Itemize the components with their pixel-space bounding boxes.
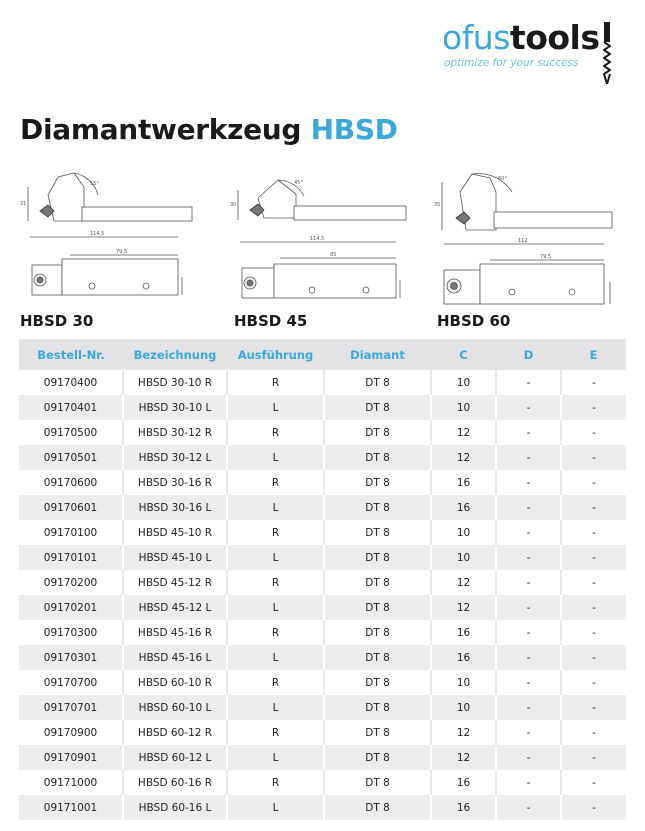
table-row: [19, 770, 626, 795]
cell-bezeichnung: HBSD 60-12 L: [123, 745, 227, 770]
table-row: [19, 695, 626, 720]
cell-e: -: [561, 545, 626, 570]
cell-bezeichnung: HBSD 60-10 R: [123, 670, 227, 695]
table-row: [19, 595, 626, 620]
cell-c: 10: [431, 370, 496, 395]
cell-d: -: [496, 495, 561, 520]
cell-bestell-nr: 09170600: [19, 470, 123, 495]
cell-bestell-nr: 09170200: [19, 570, 123, 595]
cell-ausfuehrung: R: [227, 720, 324, 745]
cell-diamant: DT 8: [324, 445, 431, 470]
cell-bestell-nr: 09170900: [19, 720, 123, 745]
cell-bestell-nr: 09171000: [19, 770, 123, 795]
table-row: [19, 745, 626, 770]
cell-e: -: [561, 645, 626, 670]
col-header-ausfuehrung: Ausführung: [227, 339, 324, 370]
col-header-bestell-nr: Bestell-Nr.: [19, 339, 123, 370]
svg-text:79,5: 79,5: [540, 254, 552, 260]
cell-e: -: [561, 420, 626, 445]
svg-text:60°: 60°: [498, 176, 507, 182]
tool-drawing-hbsd45: [228, 170, 413, 305]
cell-bezeichnung: HBSD 45-12 L: [123, 595, 227, 620]
table-row: [19, 570, 626, 595]
table-row: [19, 420, 626, 445]
cell-bezeichnung: HBSD 45-16 R: [123, 620, 227, 645]
svg-text:35: 35: [434, 202, 441, 208]
cell-c: 12: [431, 745, 496, 770]
svg-text:85: 85: [330, 252, 337, 258]
cell-d: -: [496, 720, 561, 745]
cell-diamant: DT 8: [324, 720, 431, 745]
cell-diamant: DT 8: [324, 395, 431, 420]
cell-d: -: [496, 620, 561, 645]
cell-e: -: [561, 695, 626, 720]
svg-text:112: 112: [518, 238, 528, 244]
cell-ausfuehrung: L: [227, 545, 324, 570]
cell-c: 16: [431, 795, 496, 820]
cell-ausfuehrung: L: [227, 795, 324, 820]
page-title: Diamantwerkzeug HBSD: [20, 113, 398, 146]
cell-ausfuehrung: R: [227, 470, 324, 495]
cell-diamant: DT 8: [324, 695, 431, 720]
cell-c: 12: [431, 420, 496, 445]
cell-c: 16: [431, 470, 496, 495]
cell-c: 16: [431, 645, 496, 670]
cell-d: -: [496, 370, 561, 395]
cell-diamant: DT 8: [324, 545, 431, 570]
cell-e: -: [561, 770, 626, 795]
cell-bestell-nr: 09170100: [19, 520, 123, 545]
cell-ausfuehrung: L: [227, 645, 324, 670]
table-row: [19, 670, 626, 695]
cell-c: 12: [431, 570, 496, 595]
cell-bestell-nr: 09170601: [19, 495, 123, 520]
table-row: [19, 545, 626, 570]
cell-ausfuehrung: R: [227, 570, 324, 595]
cell-c: 12: [431, 445, 496, 470]
cell-bestell-nr: 09170400: [19, 370, 123, 395]
col-header-diamant: Diamant: [324, 339, 431, 370]
cell-ausfuehrung: L: [227, 745, 324, 770]
cell-bezeichnung: HBSD 30-12 R: [123, 420, 227, 445]
cell-e: -: [561, 620, 626, 645]
table-row: [19, 495, 626, 520]
table-row: [19, 620, 626, 645]
cell-d: -: [496, 670, 561, 695]
cell-c: 10: [431, 695, 496, 720]
cell-c: 10: [431, 670, 496, 695]
cell-bestell-nr: 09170201: [19, 595, 123, 620]
cell-ausfuehrung: L: [227, 595, 324, 620]
cell-ausfuehrung: R: [227, 420, 324, 445]
cell-c: 10: [431, 520, 496, 545]
cell-bestell-nr: 09170700: [19, 670, 123, 695]
cell-ausfuehrung: R: [227, 620, 324, 645]
cell-d: -: [496, 420, 561, 445]
tool-drawing-hbsd60: [432, 152, 627, 307]
cell-bezeichnung: HBSD 30-10 R: [123, 370, 227, 395]
cell-e: -: [561, 495, 626, 520]
cell-d: -: [496, 570, 561, 595]
cell-diamant: DT 8: [324, 670, 431, 695]
cell-c: 16: [431, 770, 496, 795]
cell-bezeichnung: HBSD 45-10 R: [123, 520, 227, 545]
tool-label-hbsd45: HBSD 45: [234, 312, 308, 330]
side-view: [230, 180, 406, 220]
cell-bestell-nr: 09170301: [19, 645, 123, 670]
cell-d: -: [496, 470, 561, 495]
col-header-d: D: [496, 339, 561, 370]
cell-bestell-nr: 09170701: [19, 695, 123, 720]
svg-text:30: 30: [230, 202, 237, 208]
side-view: [434, 174, 612, 230]
cell-bestell-nr: 09170500: [19, 420, 123, 445]
cell-bestell-nr: 09170401: [19, 395, 123, 420]
table-row: [19, 720, 626, 745]
cell-bezeichnung: HBSD 60-12 R: [123, 720, 227, 745]
cell-d: -: [496, 770, 561, 795]
cell-bestell-nr: 09170300: [19, 620, 123, 645]
svg-text:114,5: 114,5: [310, 236, 325, 242]
cell-ausfuehrung: R: [227, 770, 324, 795]
cell-ausfuehrung: R: [227, 370, 324, 395]
cell-bestell-nr: 09170101: [19, 545, 123, 570]
cell-e: -: [561, 470, 626, 495]
cell-c: 10: [431, 545, 496, 570]
cell-bezeichnung: HBSD 60-16 L: [123, 795, 227, 820]
cell-d: -: [496, 520, 561, 545]
cell-bestell-nr: 09170501: [19, 445, 123, 470]
cell-diamant: DT 8: [324, 370, 431, 395]
tool-label-hbsd30: HBSD 30: [20, 312, 94, 330]
svg-text:79,5: 79,5: [116, 249, 128, 255]
cell-d: -: [496, 645, 561, 670]
cell-bezeichnung: HBSD 60-10 L: [123, 695, 227, 720]
cell-ausfuehrung: L: [227, 495, 324, 520]
top-view: [30, 231, 182, 295]
cell-diamant: DT 8: [324, 795, 431, 820]
cell-diamant: DT 8: [324, 770, 431, 795]
cell-d: -: [496, 745, 561, 770]
cell-ausfuehrung: R: [227, 670, 324, 695]
cell-c: 12: [431, 720, 496, 745]
cell-e: -: [561, 595, 626, 620]
table-body: [19, 370, 626, 820]
table-row: [19, 395, 626, 420]
cell-d: -: [496, 695, 561, 720]
cell-e: -: [561, 745, 626, 770]
table-row: [19, 445, 626, 470]
drill-bit-icon: [603, 22, 611, 84]
cell-ausfuehrung: R: [227, 520, 324, 545]
cell-bezeichnung: HBSD 30-10 L: [123, 395, 227, 420]
table-header-row: [19, 339, 626, 370]
cell-d: -: [496, 445, 561, 470]
cell-e: -: [561, 720, 626, 745]
cell-c: 16: [431, 495, 496, 520]
cell-bezeichnung: HBSD 30-16 R: [123, 470, 227, 495]
cell-c: 10: [431, 395, 496, 420]
cell-diamant: DT 8: [324, 745, 431, 770]
cell-ausfuehrung: L: [227, 395, 324, 420]
top-view: [444, 238, 610, 304]
cell-bezeichnung: HBSD 30-12 L: [123, 445, 227, 470]
cell-ausfuehrung: L: [227, 445, 324, 470]
cell-diamant: DT 8: [324, 520, 431, 545]
cell-d: -: [496, 545, 561, 570]
cell-diamant: DT 8: [324, 470, 431, 495]
col-header-c: C: [431, 339, 496, 370]
tool-drawing-hbsd30: [18, 165, 198, 300]
cell-bezeichnung: HBSD 45-10 L: [123, 545, 227, 570]
cell-e: -: [561, 570, 626, 595]
svg-text:31: 31: [20, 201, 27, 207]
cell-c: 16: [431, 620, 496, 645]
col-header-e: E: [561, 339, 626, 370]
cell-bestell-nr: 09170901: [19, 745, 123, 770]
cell-e: -: [561, 670, 626, 695]
cell-bezeichnung: HBSD 60-16 R: [123, 770, 227, 795]
cell-e: -: [561, 370, 626, 395]
cell-diamant: DT 8: [324, 645, 431, 670]
table-row: [19, 470, 626, 495]
cell-bezeichnung: HBSD 30-16 L: [123, 495, 227, 520]
cell-bezeichnung: HBSD 45-12 R: [123, 570, 227, 595]
brand-name: ofustools: [442, 18, 600, 57]
cell-c: 12: [431, 595, 496, 620]
spec-table: [19, 339, 626, 820]
cell-e: -: [561, 520, 626, 545]
table-row: [19, 795, 626, 820]
cell-e: -: [561, 395, 626, 420]
cell-diamant: DT 8: [324, 570, 431, 595]
brand-tagline: optimize for your success: [444, 57, 579, 69]
cell-diamant: DT 8: [324, 595, 431, 620]
svg-text:15°: 15°: [90, 181, 99, 187]
col-header-bezeichnung: Bezeichnung: [123, 339, 227, 370]
cell-ausfuehrung: L: [227, 695, 324, 720]
cell-d: -: [496, 595, 561, 620]
cell-bestell-nr: 09171001: [19, 795, 123, 820]
tool-label-hbsd60: HBSD 60: [437, 312, 511, 330]
side-view: [20, 173, 192, 221]
cell-bezeichnung: HBSD 45-16 L: [123, 645, 227, 670]
cell-e: -: [561, 795, 626, 820]
svg-text:114,5: 114,5: [90, 231, 105, 237]
cell-diamant: DT 8: [324, 620, 431, 645]
table-row: [19, 645, 626, 670]
top-view: [240, 236, 400, 298]
cell-d: -: [496, 795, 561, 820]
cell-diamant: DT 8: [324, 420, 431, 445]
table-row: [19, 520, 626, 545]
cell-e: -: [561, 445, 626, 470]
cell-d: -: [496, 395, 561, 420]
cell-diamant: DT 8: [324, 495, 431, 520]
table-row: [19, 370, 626, 395]
brand-logo: [442, 18, 627, 73]
svg-text:45°: 45°: [294, 180, 303, 186]
